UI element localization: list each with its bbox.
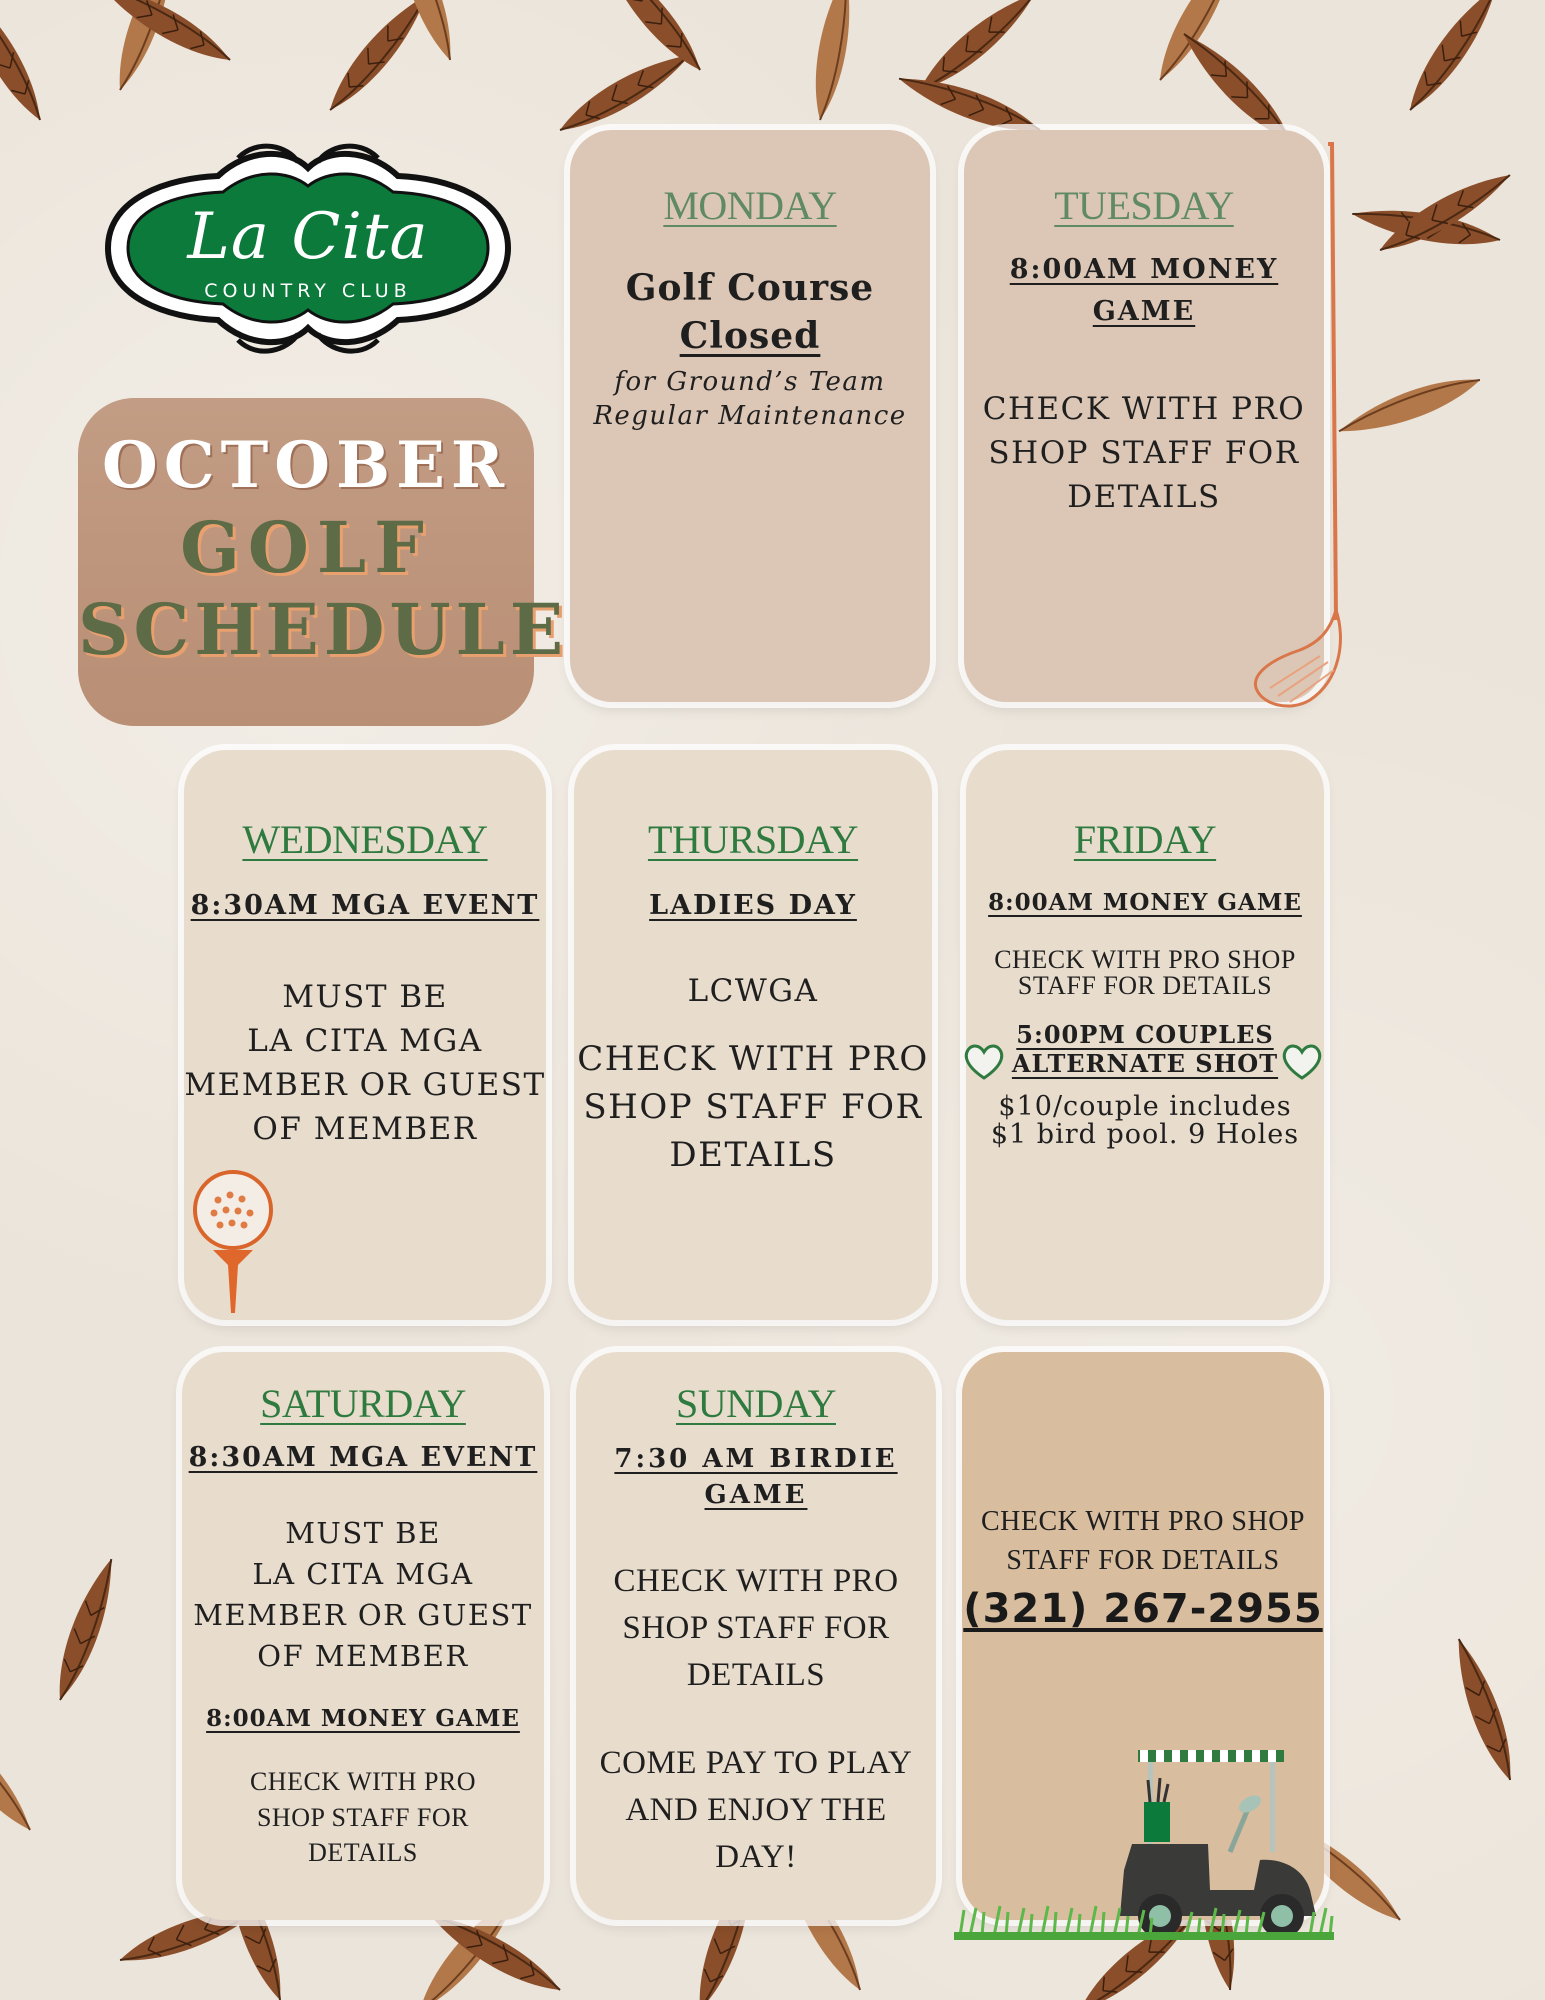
monday-line-2: Closed	[679, 315, 821, 357]
leaf-icon	[93, 0, 236, 72]
wednesday-title: WEDNESDAY	[242, 817, 488, 862]
leaf-icon	[807, 0, 860, 122]
thursday-title: THURSDAY	[647, 817, 859, 862]
sunday-title: SUNDAY	[675, 1381, 836, 1426]
friday-title: FRIDAY	[1073, 817, 1217, 862]
wednesday-body-4: OF MEMBER	[252, 1110, 478, 1147]
sunday-card	[576, 1352, 936, 1920]
saturday-body-1: MUST BE	[285, 1515, 441, 1550]
title-banner	[78, 398, 569, 726]
wednesday-body-3: MEMBER OR GUEST	[184, 1066, 546, 1103]
sunday-body-3: DETAILS	[686, 1656, 826, 1693]
heart-icon	[1280, 1042, 1324, 1082]
sunday-header-2: GAME	[704, 1480, 808, 1511]
saturday-body-3: MEMBER OR GUEST	[193, 1598, 533, 1633]
leaf-icon	[320, 0, 437, 119]
friday-card	[966, 750, 1324, 1320]
la-cita-logo	[88, 128, 528, 368]
sunday-body2-1: COME PAY TO PLAY	[599, 1745, 913, 1782]
saturday-body2-3: DETAILS	[308, 1838, 418, 1868]
leaf-icon	[1446, 1634, 1523, 1784]
monday-card	[570, 130, 930, 702]
heart-icon	[962, 1042, 1006, 1082]
friday-header2-1: 5:00PM COUPLES	[1016, 1020, 1274, 1050]
saturday-body2-2: SHOP STAFF FOR	[256, 1802, 470, 1832]
contact-phone[interactable]: (321) 267-2955	[963, 1586, 1323, 1633]
sunday-body-1: CHECK WITH PRO	[613, 1562, 899, 1599]
thursday-card	[574, 750, 932, 1320]
saturday-body-2: LA CITA MGA	[252, 1556, 474, 1591]
title-schedule: SCHEDULE	[78, 588, 569, 671]
sunday-body2-3: DAY!	[715, 1839, 797, 1876]
tuesday-body-2: SHOP STAFF FOR	[988, 434, 1300, 471]
saturday-title: SATURDAY	[260, 1381, 466, 1426]
golf-ball-tee-icon	[188, 1165, 278, 1315]
leaf-icon	[0, 0, 52, 127]
tuesday-header-2: GAME	[1092, 295, 1196, 327]
tuesday-body-1: CHECK WITH PRO	[982, 390, 1306, 427]
saturday-card	[182, 1352, 544, 1920]
leaf-icon	[0, 1706, 40, 1838]
saturday-body2-1: CHECK WITH PRO	[249, 1766, 477, 1796]
leaf-icon	[553, 43, 696, 141]
logo-subtitle: COUNTRY CLUB	[204, 280, 412, 302]
thursday-body-2: SHOP STAFF FOR	[583, 1087, 923, 1128]
tuesday-header-1: 8:00AM MONEY	[1009, 254, 1279, 285]
title-golf: GOLF	[180, 506, 432, 589]
sunday-header-1: 7:30 AM BIRDIE	[614, 1444, 898, 1474]
thursday-body-3: DETAILS	[669, 1135, 837, 1176]
friday-header: 8:00AM MONEY GAME	[988, 889, 1302, 916]
friday-body2-2: $1 bird pool. 9 Holes	[990, 1119, 1300, 1151]
title-month: OCTOBER	[101, 428, 511, 503]
wednesday-header: 8:30AM MGA EVENT	[190, 890, 540, 921]
monday-note-1: for Ground’s Team	[614, 367, 886, 397]
monday-title: MONDAY	[663, 183, 837, 228]
monday-line-1: Golf Course	[625, 267, 875, 309]
wednesday-body-2: LA CITA MGA	[247, 1022, 483, 1059]
golf-cart-icon	[954, 1740, 1334, 1940]
golf-club-icon	[1250, 140, 1360, 720]
friday-body-2: STAFF FOR DETAILS	[1017, 971, 1273, 1001]
monday-note-2: Regular Maintenance	[593, 401, 907, 431]
logo-script-name: La Cita	[187, 200, 429, 274]
contact-line-1: CHECK WITH PRO SHOP	[980, 1506, 1306, 1537]
saturday-header2: 8:00AM MONEY GAME	[206, 1705, 520, 1733]
wednesday-body-1: MUST BE	[282, 978, 448, 1015]
sunday-body2-2: AND ENJOY THE	[625, 1792, 887, 1829]
friday-body2-1: $10/couple includes	[998, 1090, 1292, 1122]
contact-line-2: STAFF FOR DETAILS	[1006, 1545, 1280, 1577]
friday-header2-2: ALTERNATE SHOT	[1011, 1048, 1279, 1078]
saturday-header: 8:30AM MGA EVENT	[188, 1442, 538, 1473]
tuesday-body-3: DETAILS	[1067, 478, 1221, 515]
friday-body-1: CHECK WITH PRO SHOP	[994, 945, 1296, 975]
saturday-body-4: OF MEMBER	[257, 1639, 469, 1674]
thursday-sub: LCWGA	[687, 972, 819, 1009]
tuesday-title: TUESDAY	[1054, 183, 1234, 228]
thursday-body-1: CHECK WITH PRO	[577, 1038, 929, 1079]
thursday-header: LADIES DAY	[649, 890, 857, 921]
sunday-body-2: SHOP STAFF FOR	[622, 1609, 890, 1646]
leaf-icon	[47, 1554, 124, 1704]
leaf-icon	[1399, 0, 1507, 118]
